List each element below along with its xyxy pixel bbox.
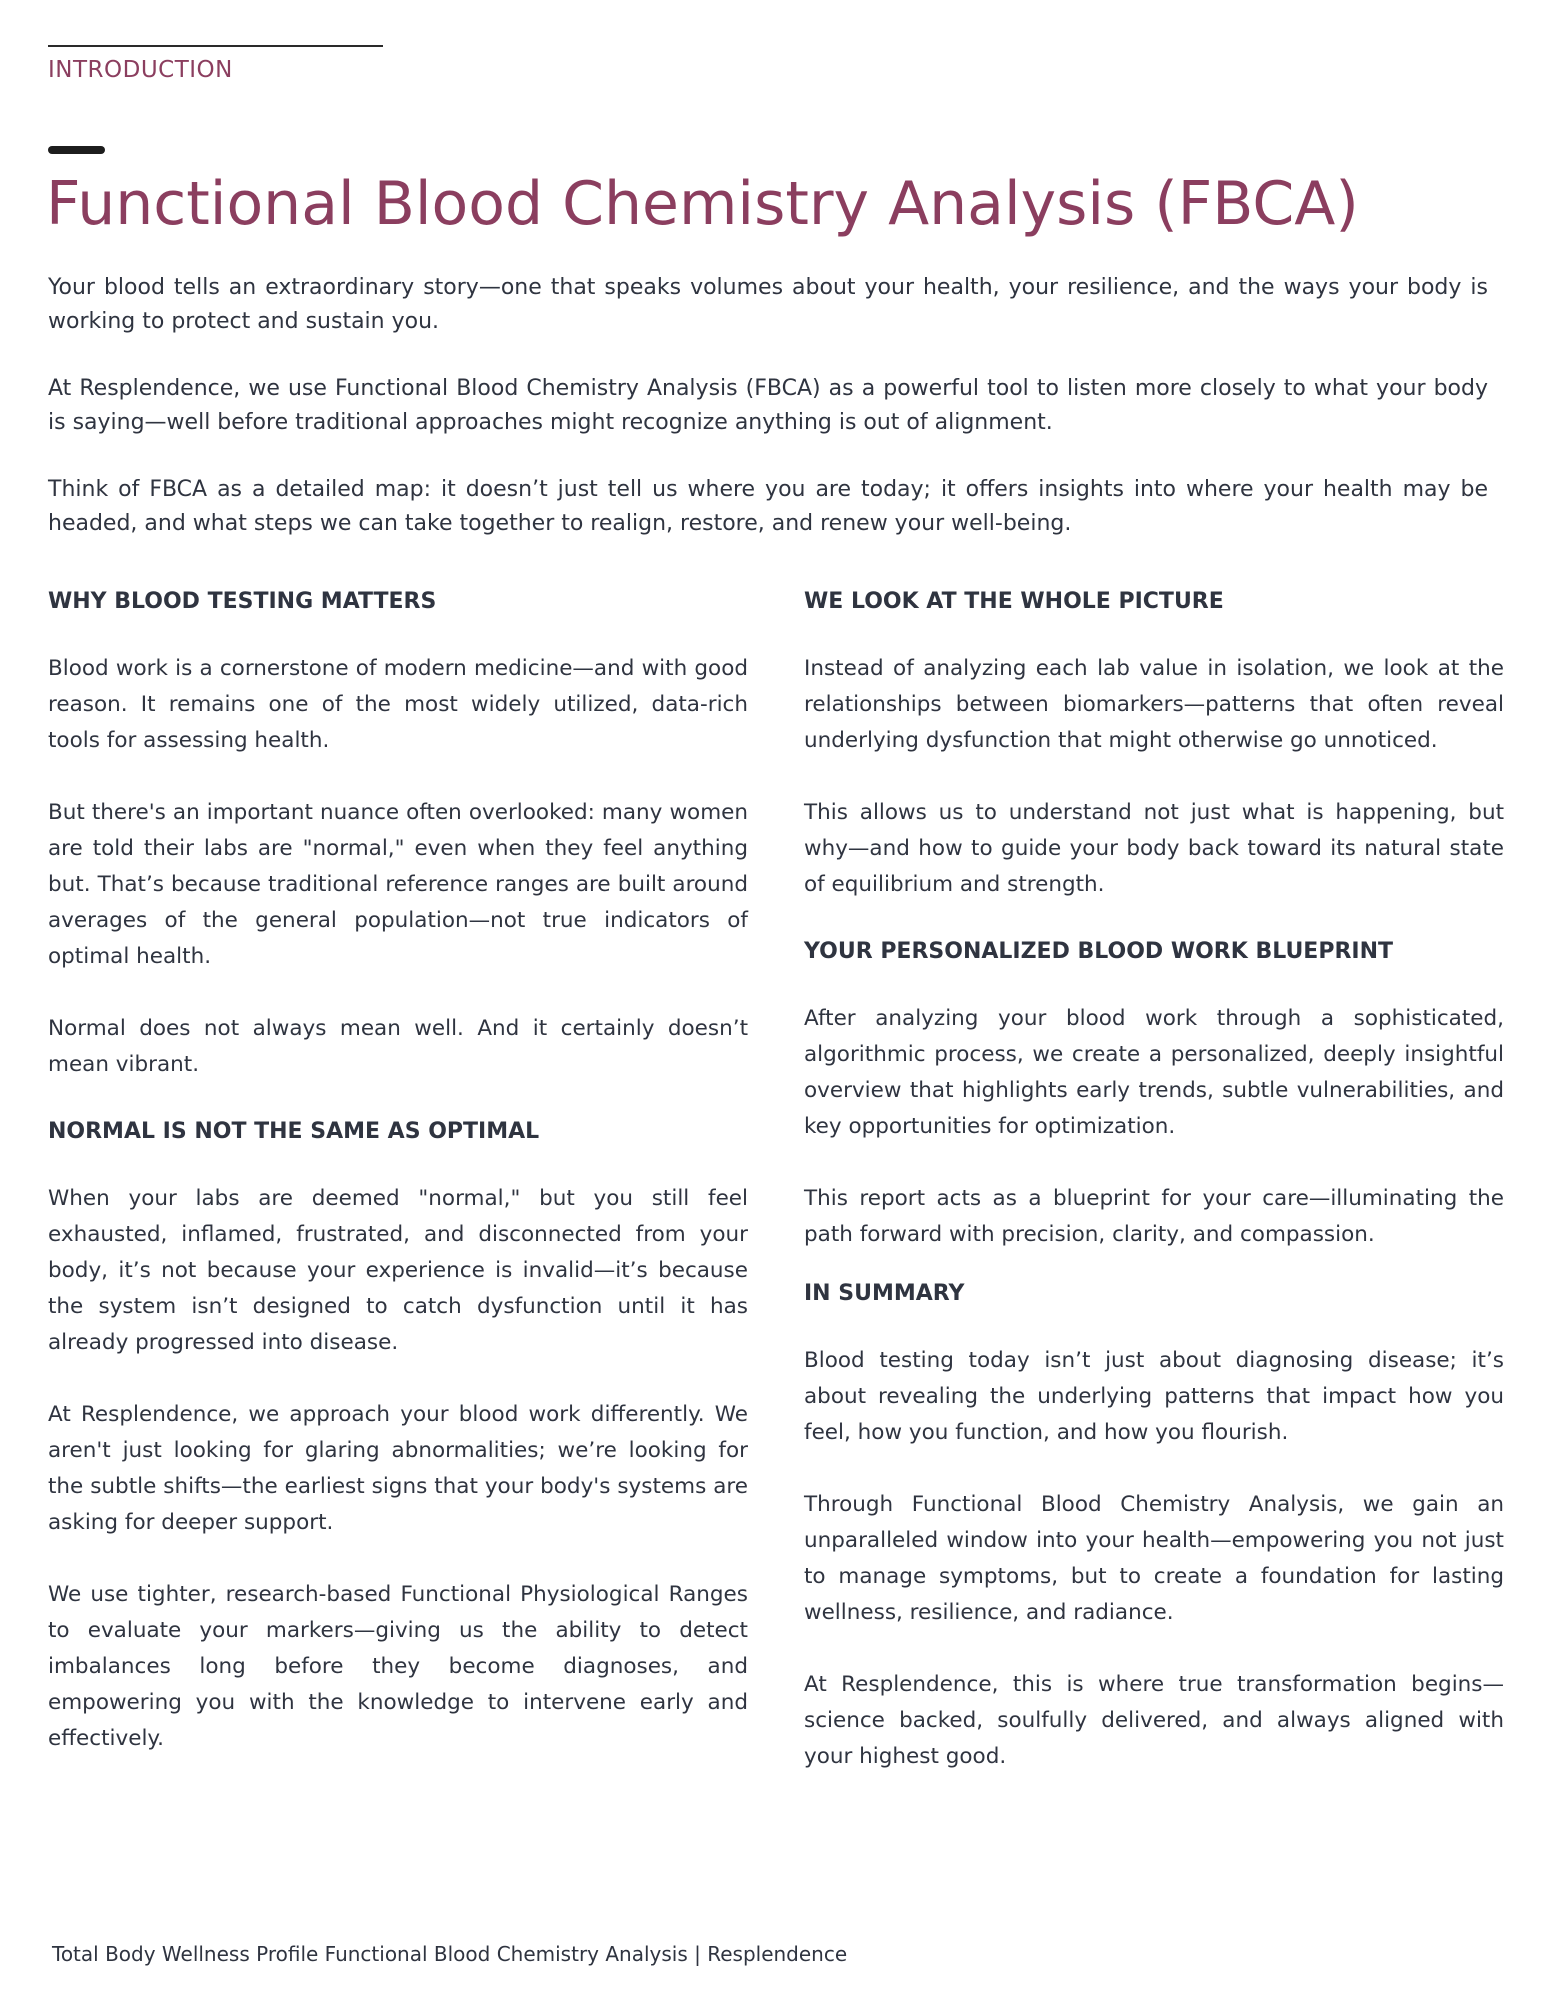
top-divider [48, 45, 383, 47]
body-paragraph: This allows us to understand not just what is happening, but why—and how to guide your body back toward its natural state of equilibrium and strength. [804, 800, 1504, 897]
body-paragraph: Normal does not always mean well. And it certainly doesn’t mean vibrant. [48, 1016, 748, 1077]
body-paragraph: Instead of analyzing each lab value in isolation, we look at the relationships between biomarkers—patterns that often reveal underlying dysfunction that might otherwise go unnoticed. [804, 656, 1504, 753]
intro-section [48, 271, 1488, 574]
section-heading-why-blood-testing: WHY BLOOD TESTING MATTERS [48, 589, 437, 614]
left-column [48, 580, 748, 1793]
body-paragraph: Through Functional Blood Chemistry Analysis, we gain an unparalleled window into your health—empowering you not just to manage symptoms, but to create a foundation for lasting wellness, resilience, and radiance. [804, 1492, 1504, 1625]
body-paragraph: But there's an important nuance often overlooked: many women are told their labs are "normal," even when they feel anything but. That’s because traditional reference ranges are built around averages of the general population—not true indicators of optimal health. [48, 800, 748, 969]
section-heading-whole-picture: WE LOOK AT THE WHOLE PICTURE [804, 589, 1224, 614]
body-paragraph: When your labs are deemed "normal," but you still feel exhausted, inflamed, frustrated, and disconnected from your body, it’s not because your experience is invalid—it’s because the system isn’t designed to catch dysfunction until it has already progressed into disease. [48, 1186, 748, 1355]
body-paragraph: Blood work is a cornerstone of modern medicine—and with good reason. It remains one of the most widely utilized, data-rich tools for assessing health. [48, 656, 748, 753]
title-accent-bar [48, 146, 105, 154]
intro-paragraph: Think of FBCA as a detailed map: it doesn’t just tell us where you are today; it offers insights into where your health may be headed, and what steps we can take together to realign, restore, and renew your well-being. [48, 477, 1488, 536]
body-paragraph: We use tighter, research-based Functional Physiological Ranges to evaluate your markers—giving us the ability to detect imbalances long before they become diagnoses, and empowering you with the knowledge to intervene early and effectively. [48, 1582, 748, 1751]
section-label: INTRODUCTION [48, 57, 233, 83]
intro-paragraph: At Resplendence, we use Functional Blood Chemistry Analysis (FBCA) as a powerful tool to listen more closely to what your body is saying—well before traditional approaches might recognize anything is out of alignment. [48, 376, 1488, 435]
body-paragraph: Blood testing today isn’t just about diagnosing disease; it’s about revealing the underlying patterns that impact how you feel, how you function, and how you flourish. [804, 1348, 1504, 1445]
body-paragraph: At Resplendence, we approach your blood work differently. We aren't just looking for glaring abnormalities; we’re looking for the subtle shifts—the earliest signs that your body's systems are asking for deeper support. [48, 1402, 748, 1535]
page-footer: Total Body Wellness Profile Functional Blood Chemistry Analysis | Resplendence [52, 1942, 848, 1966]
body-paragraph: This report acts as a blueprint for your care—illuminating the path forward with precision, clarity, and compassion. [804, 1186, 1504, 1247]
section-heading-summary: IN SUMMARY [804, 1281, 965, 1306]
body-paragraph: At Resplendence, this is where true transformation begins—science backed, soulfully delivered, and always aligned with your highest good. [804, 1672, 1504, 1769]
intro-paragraph: Your blood tells an extraordinary story—one that speaks volumes about your health, your resilience, and the ways your body is working to protect and sustain you. [48, 275, 1488, 334]
section-heading-blueprint: YOUR PERSONALIZED BLOOD WORK BLUEPRINT [804, 939, 1394, 964]
body-paragraph: After analyzing your blood work through a sophisticated, algorithmic process, we create a personalized, deeply insightful overview that highlights early trends, subtle vulnerabilities, and key opportunities for optimization. [804, 1006, 1504, 1139]
right-column [804, 580, 1504, 1811]
section-heading-normal-vs-optimal: NORMAL IS NOT THE SAME AS OPTIMAL [48, 1119, 540, 1144]
page-title: Functional Blood Chemistry Analysis (FBCA) [46, 169, 1359, 239]
